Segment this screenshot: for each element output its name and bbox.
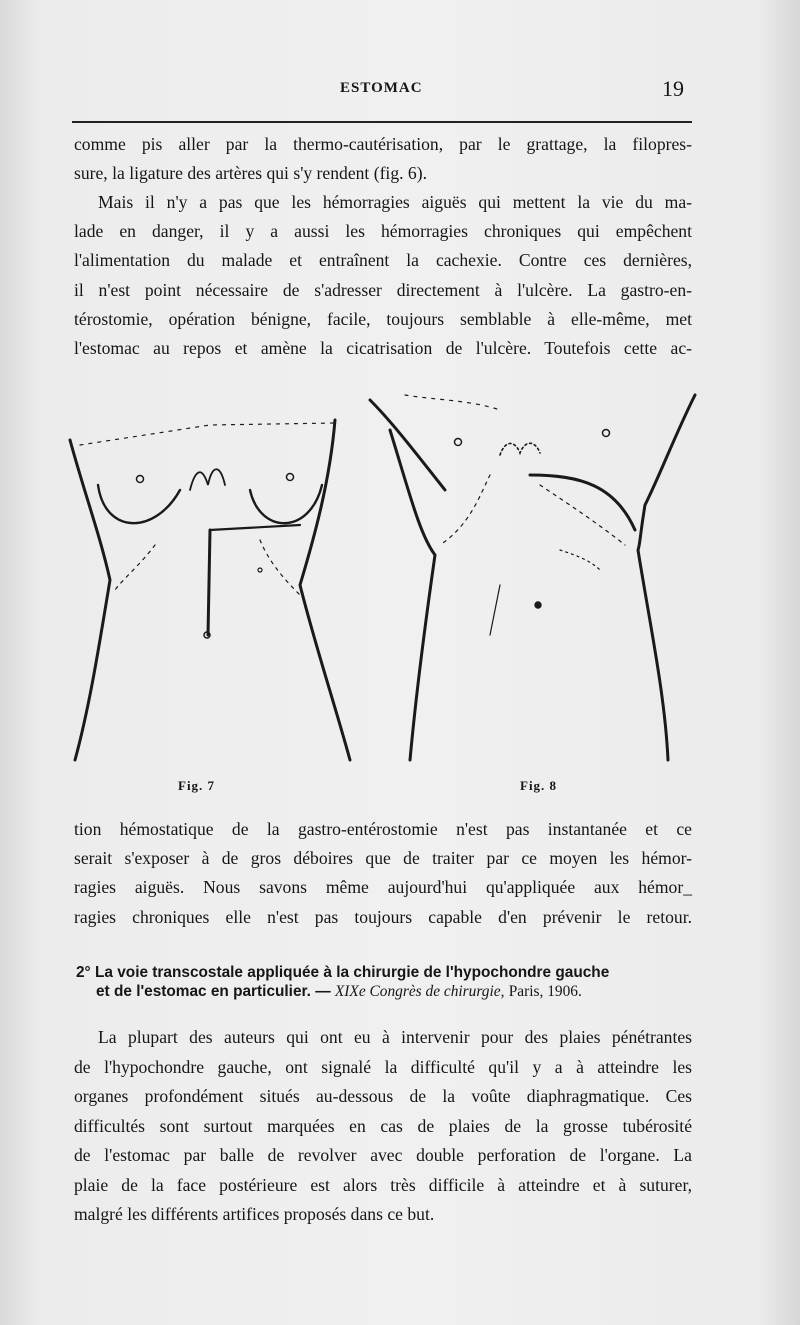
section-title-line-2: et de l'estomac en particulier. —	[96, 983, 331, 1000]
page-header	[70, 78, 690, 108]
text-line: comme pis aller par la thermo-cautérisation, par le grattage, la filopres-	[74, 134, 692, 154]
section-number: 2°	[76, 964, 91, 981]
paragraph-3	[74, 815, 692, 932]
text-line: térostomie, opération bénigne, facile, toujours semblable à elle-même, met	[74, 308, 692, 329]
text-line: organes profondément situés au-dessous de la voûte diaphragmatique. Ces	[74, 1086, 692, 1106]
text-line: ragies aiguës. Nous savons même aujourd'hui qu'appliquée aux hémor_	[74, 877, 692, 898]
paragraph-4	[74, 1023, 692, 1230]
text-line: l'alimentation du malade et entraînent la cachexie. Contre ces dernières,	[74, 250, 692, 271]
figure-7-drawing	[70, 420, 350, 760]
text-line: de l'estomac par balle de revolver avec double perforation de l'organe. La	[74, 1145, 692, 1165]
header-rule	[72, 121, 692, 123]
paragraph-1	[74, 130, 692, 188]
section-heading-line-1	[76, 963, 696, 982]
section-heading	[76, 963, 696, 1001]
text-line: sure, la ligature des artères qui s'y rendent (fig. 6).	[74, 163, 427, 184]
text-line: La plupart des auteurs qui ont eu à intervenir pour des plaies pénétrantes	[98, 1027, 692, 1047]
text-line: difficultés sont surtout marquées en cas de plaies de la grosse tubérosité	[74, 1115, 692, 1136]
congress-name: XIXe Congrès de chirurgie,	[334, 983, 505, 1000]
text-line: ragies chroniques elle n'est pas toujours capable d'en prévenir le retour.	[74, 906, 692, 927]
text-line: plaie de la face postérieure est alors très difficile à atteindre et à suturer,	[74, 1174, 692, 1195]
running-title: ESTOMAC	[340, 80, 423, 96]
section-heading-line-2	[76, 982, 696, 1001]
text-line: l'estomac au repos et amène la cicatrisation de l'ulcère. Toutefois cette ac-	[74, 338, 692, 359]
text-line: lade en danger, il y a aussi les hémorragies chroniques qui empêchent	[74, 221, 692, 242]
text-line: de l'hypochondre gauche, ont signalé la difficulté qu'il y a à atteindre les	[74, 1056, 692, 1077]
text-line: serait s'exposer à de gros déboires que de traiter par ce moyen les hémor-	[74, 848, 692, 869]
page-number: 19	[662, 76, 684, 101]
figure-8-drawing	[370, 395, 695, 760]
paragraph-2	[74, 188, 692, 363]
section-title-line-1: La voie transcostale appliquée à la chirurgie de l'hypochondre gauche	[95, 964, 610, 981]
figure-7-caption: Fig. 7	[178, 778, 216, 793]
text-line: il n'est point nécessaire de s'adresser directement à l'ulcère. La gastro-en-	[74, 279, 692, 300]
torso-drawings	[60, 385, 700, 805]
text-line: tion hémostatique de la gastro-entérostomie n'est pas instantanée et ce	[74, 819, 692, 839]
figures-area	[60, 385, 700, 805]
congress-place: Paris, 1906.	[508, 983, 582, 1000]
text-line: Mais il n'y a pas que les hémorragies aiguës qui mettent la vie du ma-	[98, 192, 692, 212]
text-line: malgré les différents artifices proposés dans ce but.	[74, 1204, 435, 1224]
figure-8-caption: Fig. 8	[520, 778, 558, 793]
